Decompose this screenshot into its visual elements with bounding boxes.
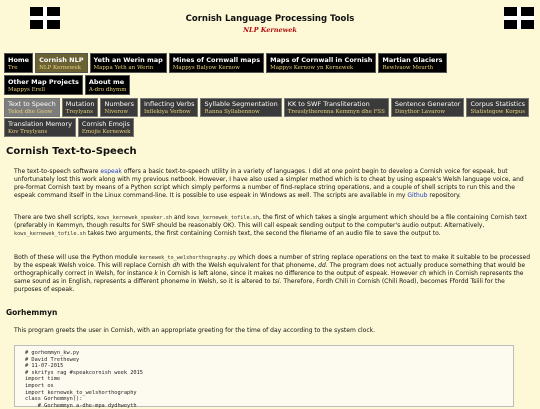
code-line: class Gorhemmyn(): <box>25 396 83 403</box>
nav-item-maps-in-cornish[interactable] <box>266 53 376 73</box>
primary-nav-row-2 <box>4 75 130 95</box>
subnav-item-sublabel: Treuslytherenna Kemmyn dhe FSS <box>287 109 385 115</box>
text: which does a number of string replace operations on the text to make it suitable to be processed by the espeak Welsh voice. This will replace Cornish <box>14 254 530 269</box>
emphasis: tsi <box>272 278 280 285</box>
nav-item-home[interactable] <box>4 53 33 73</box>
code-snippet: kows_kernewek_speaker.sh <box>97 215 173 221</box>
page-title: Cornish Text-to-Speech <box>6 146 137 157</box>
subnav-item-label: Numbers <box>104 100 134 108</box>
subnav-item-corpus-statistics[interactable] <box>466 98 529 117</box>
code-line: # skrifys rag #speakcornish week 2015 <box>25 369 143 376</box>
text: with the Welsh equivalent for that phoneme, <box>180 262 319 269</box>
nav-item-cornish-nlp[interactable] <box>35 53 87 73</box>
subnav-item-label: Text to Speech <box>8 100 56 108</box>
emphasis: ch <box>419 270 427 277</box>
nav-item-sublabel: Tre <box>8 65 18 71</box>
nav-item-label: Yeth an Werin map <box>93 56 163 64</box>
nav-item-sublabel: Rewlvaow Meurth <box>382 65 434 71</box>
nav-item-sublabel: Mappys Kernow yn Kernewek <box>270 65 354 71</box>
text: and <box>172 214 188 221</box>
subnav-item-sentence-generator[interactable] <box>391 98 465 117</box>
subnav-item-translation-memory[interactable] <box>4 118 76 137</box>
site-title: Cornish Language Processing Tools <box>185 14 355 24</box>
code-snippet: kernewek_to_welshorthography.py <box>139 255 237 261</box>
subnav-item-sublabel: Emojis Kernewek <box>81 129 131 135</box>
text: . The program does not actually produce something that would be orthographically correct in Welsh, for instance <box>14 262 526 277</box>
subnav-item-sublabel: Treylyans <box>65 109 93 115</box>
gorhemmyn-paragraph: This program greets the user in Cornish, with an appropriate greeting for the time of day according to the system clock. <box>14 327 376 334</box>
subnav-item-mutation[interactable] <box>62 98 99 117</box>
github-link[interactable]: Github <box>407 192 428 199</box>
subnav-item-kk-to-swf[interactable] <box>284 98 389 117</box>
subnav-item-label: KK to SWF Transliteration <box>287 100 370 108</box>
nav-item-label: Martian Glaciers <box>382 56 443 64</box>
text: . Therefore, Fordh Chili in Cornish (Chili Road), becomes Ffordd Tsiili for the purposes of espeak. <box>14 278 505 293</box>
subnav-item-text-to-speech[interactable] <box>4 98 60 117</box>
code-block <box>14 345 514 407</box>
text: Both of these will use the Python module <box>14 254 140 261</box>
code-snippet: kows_kernewek_tofile.sh <box>187 215 259 221</box>
primary-nav <box>4 53 447 73</box>
text: , the first of which takes a single argument which should be a file containing Cornish text (preferably in Kemmyn, though results for SWF should be reasonably OK). This will call espeak sending output to the computer's audio output. Alternatively, <box>14 214 527 229</box>
emphasis: k <box>154 270 158 277</box>
site-subtitle: NLP Kernewek <box>243 26 297 34</box>
subnav-item-numbers[interactable] <box>100 98 138 117</box>
section-title-gorhemmyn: Gorhemmyn <box>6 308 58 317</box>
intro-paragraph <box>14 168 530 200</box>
code-line: import os <box>25 382 54 389</box>
site-header <box>4 4 536 48</box>
nav-item-other-maps[interactable] <box>4 75 83 95</box>
text: The text-to-speech software <box>14 168 101 175</box>
nav-item-label: Mines of Cornwall maps <box>172 56 261 64</box>
code-line: import kernewek_to_welshorthography <box>25 389 137 396</box>
code-line: # 11-07-2015 <box>25 363 64 370</box>
module-paragraph <box>14 254 530 294</box>
secondary-nav-row-2 <box>4 118 134 137</box>
text: There are two shell scripts, <box>14 214 98 221</box>
espeak-link[interactable]: espeak <box>100 168 122 175</box>
text: in Cornish is left alone, since it makes no difference to the output of espeak. However <box>157 270 420 277</box>
secondary-nav <box>4 98 529 117</box>
nav-item-sublabel: Mappys Erell <box>8 87 46 93</box>
scripts-paragraph <box>14 214 530 238</box>
emphasis: dh <box>172 262 181 269</box>
nav-item-mines-maps[interactable] <box>169 53 264 73</box>
subnav-item-label: Sentence Generator <box>394 100 461 108</box>
subnav-item-label: Mutation <box>65 100 95 108</box>
nav-item-label: Cornish NLP <box>39 56 84 64</box>
nav-item-label: Home <box>8 56 30 64</box>
nav-item-sublabel: Mappys Balyow Kernow <box>172 65 240 71</box>
nav-item-label: Other Map Projects <box>8 78 79 86</box>
code-snippet: kows_kernewek_tofile.sh <box>14 231 86 237</box>
nav-item-yeth-an-werin[interactable] <box>90 53 167 73</box>
nav-item-sublabel: Mappa Yeth an Werin <box>93 65 154 71</box>
subnav-item-label: Syllable Segmentation <box>204 100 278 108</box>
code-line: # Gorhemmyn a-dhe-mpa dydhweyth <box>25 402 137 409</box>
text: offers a basic text-to-speech utility in a variety of languages. I did at one point begin to develop a Cornish voice for espeak, but unfortunately lost this work along with my previous netbook. However, I have also used a simpler method which is to cheat by using espeak's Welsh language voice, and pre-format Cornish text by means of a Python script which simply performs a number of find-replace string operations, and a couple of shell scripts to run this and the espeak command itself in the Linux command-line. It is possible to use espeak in Windows as well. The scripts are available in my <box>14 168 524 199</box>
subnav-item-label: Translation Memory <box>8 120 72 128</box>
text: repository. <box>427 192 461 199</box>
code-line: import time <box>25 376 61 383</box>
subnav-item-cornish-emojis[interactable] <box>78 118 135 137</box>
subnav-item-label: Cornish Emojis <box>81 120 130 128</box>
nav-item-about-me[interactable] <box>85 75 131 95</box>
subnav-item-sublabel: Inflekiya Verbow <box>143 109 191 115</box>
subnav-item-sublabel: Dinythor Lavarow <box>394 109 446 115</box>
nav-item-sublabel: NLP Kernewek <box>39 65 81 71</box>
subnav-item-sublabel: Statistegow Korpus <box>470 109 526 115</box>
subnav-item-label: Inflecting Verbs <box>143 100 195 108</box>
nav-item-label: Maps of Cornwall in Cornish <box>270 56 373 64</box>
code-line: # gorhemmyn_kw.py <box>25 350 80 356</box>
subnav-item-label: Corpus Statistics <box>470 100 526 108</box>
text: which in Cornish represents the same sound as in English, represents a different phoneme in Welsh, so it is altered to <box>14 270 524 285</box>
subnav-item-sublabel: Ranna Syllabennow <box>204 109 260 115</box>
subnav-item-inflecting-verbs[interactable] <box>140 98 199 117</box>
text: takes two arguments, the first containing Cornish text, the second the filename of an audio file to save the output to. <box>85 230 441 237</box>
emphasis: dd <box>318 262 326 269</box>
code-line: # David Trethewey <box>25 356 80 363</box>
nav-item-martian-glaciers[interactable] <box>378 53 446 73</box>
nav-item-label: About me <box>88 78 125 86</box>
subnav-item-sublabel: Tekst dhe Geow <box>8 109 53 115</box>
nav-item-sublabel: A-dro dhymm <box>88 87 127 93</box>
cornish-flag-icon <box>504 7 534 29</box>
subnav-item-sublabel: Niverow <box>104 109 129 115</box>
subnav-item-sublabel: Kov Treylyans <box>8 129 48 135</box>
subnav-item-syllable-segmentation[interactable] <box>200 98 281 117</box>
